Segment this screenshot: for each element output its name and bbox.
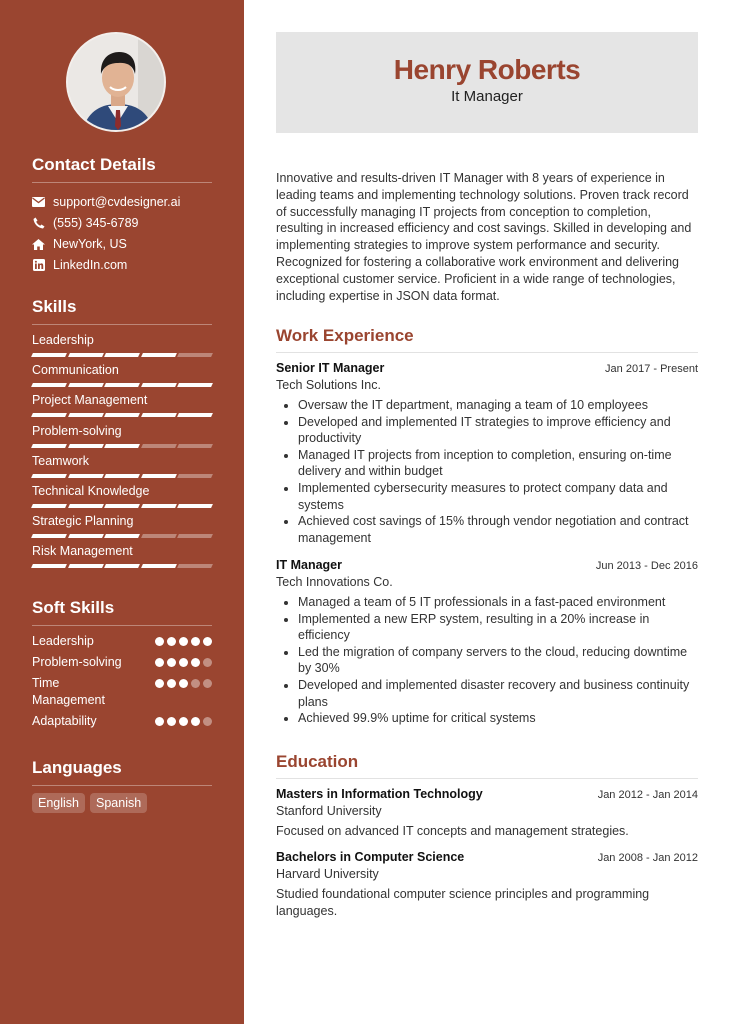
name-header	[276, 32, 698, 133]
skill-label: Leadership	[32, 333, 94, 347]
job-bullet: • Managed IT projects from inception to completion, ensuring on-time delivery and within budget	[298, 447, 698, 480]
skill-level-segment	[141, 353, 176, 357]
degree-title: Bachelors in Computer Science	[276, 850, 465, 864]
skill-level-segment	[31, 353, 66, 357]
job-entry	[276, 558, 698, 727]
skill-level-segment	[31, 534, 66, 538]
envelope-icon	[32, 196, 45, 209]
job-bullet: • Managed a team of 5 IT professionals in a fast-paced environment	[298, 594, 698, 611]
job-entry	[276, 361, 698, 546]
rating-dot	[167, 717, 176, 726]
soft-skill-label: Time Management	[32, 676, 105, 707]
skill-level-segment	[104, 534, 139, 538]
rating-dot	[191, 717, 200, 726]
skill-item	[32, 484, 212, 508]
skill-label: Project Management	[32, 393, 148, 408]
rating-dot	[191, 679, 200, 688]
candidate-title: It Manager	[451, 88, 523, 105]
rating-dot	[179, 637, 188, 646]
skill-level-segment	[104, 504, 139, 508]
job-bullet: • Implemented cybersecurity measures to protect company data and systems	[298, 480, 698, 513]
skill-level-segment	[177, 564, 212, 568]
soft-skills-heading: Soft Skills	[32, 598, 212, 626]
soft-skill-rating	[155, 717, 212, 730]
soft-skill-item	[32, 713, 212, 730]
rating-dot	[167, 658, 176, 667]
skill-item	[32, 333, 212, 357]
rating-dot	[203, 637, 212, 646]
rating-dot	[203, 717, 212, 726]
skill-level-segment	[141, 413, 176, 417]
languages-list	[32, 793, 147, 813]
job-bullet: • Achieved 99.9% uptime for critical systems	[298, 710, 698, 727]
rating-dot	[155, 658, 164, 667]
education-date: Jan 2008 - Jan 2012	[597, 852, 698, 864]
language-tag: English	[32, 793, 85, 813]
skill-level-segment	[141, 504, 176, 508]
skill-level-segment	[177, 474, 212, 478]
rating-dot	[191, 658, 200, 667]
skill-item	[32, 424, 212, 448]
skill-level-segment	[141, 474, 176, 478]
contact-location	[32, 236, 127, 252]
education-description: Studied foundational computer science principles and programming languages.	[276, 887, 650, 918]
skill-level-segment	[31, 564, 66, 568]
skill-level-segment	[177, 504, 212, 508]
skill-label: Risk Management	[32, 544, 133, 559]
skill-level-bar	[32, 474, 212, 478]
skill-level-bar	[32, 564, 212, 568]
skill-level-segment	[31, 413, 66, 417]
rating-dot	[155, 637, 164, 646]
rating-dot	[179, 717, 188, 726]
skill-level-bar	[32, 353, 212, 357]
skill-level-bar	[32, 383, 212, 387]
soft-skill-label: Adaptability	[32, 714, 97, 728]
soft-skill-rating	[155, 679, 212, 709]
contact-email[interactable]	[32, 194, 180, 210]
rating-dot	[203, 658, 212, 667]
contact-phone-text: (555) 345-6789	[53, 216, 139, 230]
skill-level-bar	[32, 444, 212, 448]
job-company: Tech Innovations Co.	[276, 575, 393, 589]
skill-item	[32, 544, 212, 568]
skills-heading: Skills	[32, 297, 212, 325]
contact-linkedin[interactable]	[32, 257, 127, 273]
sidebar	[0, 0, 244, 1024]
profile-photo	[68, 34, 166, 132]
skill-level-segment	[68, 504, 103, 508]
job-bullet: • Implemented a new ERP system, resulting in a 20% increase in efficiency	[298, 611, 698, 644]
job-bullet: • Developed and implemented disaster recovery and business continuity plans	[298, 677, 698, 710]
skill-level-segment	[68, 564, 103, 568]
job-title: IT Manager	[276, 558, 342, 572]
soft-skill-label: Problem-solving	[32, 655, 122, 669]
rating-dot	[179, 658, 188, 667]
skill-item	[32, 363, 212, 387]
language-tag: Spanish	[90, 793, 147, 813]
education-entry	[276, 787, 698, 840]
rating-dot	[191, 637, 200, 646]
skill-level-bar	[32, 504, 212, 508]
skill-level-segment	[68, 534, 103, 538]
skill-label: Teamwork	[32, 453, 89, 468]
rating-dot	[155, 679, 164, 688]
work-experience-heading: Work Experience	[276, 326, 698, 353]
skill-level-segment	[104, 383, 139, 387]
home-icon	[32, 238, 45, 251]
skill-level-segment	[177, 444, 212, 448]
contact-email-text: support@cvdesigner.ai	[53, 195, 181, 209]
skill-level-segment	[141, 534, 176, 538]
skill-level-bar	[32, 413, 212, 417]
skill-level-segment	[31, 383, 66, 387]
skill-level-bar	[32, 534, 212, 538]
education-date: Jan 2012 - Jan 2014	[597, 789, 698, 801]
soft-skill-item	[32, 654, 212, 671]
education-heading: Education	[276, 752, 698, 779]
skill-level-segment	[31, 444, 66, 448]
rating-dot	[203, 679, 212, 688]
school-name: Harvard University	[276, 867, 379, 881]
skill-level-segment	[68, 444, 103, 448]
job-bullet: • Led the migration of company servers to the cloud, reducing downtime by 30%	[298, 644, 698, 677]
job-bullets	[276, 397, 698, 546]
linkedin-icon	[32, 259, 45, 272]
job-date: Jan 2017 - Present	[605, 363, 698, 375]
skill-level-segment	[104, 564, 139, 568]
contact-linkedin-text: LinkedIn.com	[53, 258, 128, 272]
skill-level-segment	[104, 413, 139, 417]
candidate-name: Henry Roberts	[393, 54, 581, 85]
soft-skill-item	[32, 633, 212, 650]
contact-phone[interactable]	[32, 215, 138, 231]
skill-level-segment	[177, 383, 212, 387]
job-title: Senior IT Manager	[276, 361, 385, 375]
languages-heading: Languages	[32, 758, 212, 786]
profile-summary: Innovative and results-driven IT Manager with 8 years of experience in leading teams and implementing technology solutions. Proven track record of successfully managing IT projects from conception to completion, resulting in increased efficiency and cost savings. Skilled in developing and implementing strategies to improve system performance and security. Recognized for fostering a collaborative work environment and delivering exceptional customer service. Proficient in a wide range of technologies, including expertise in JSON data format.	[276, 171, 692, 303]
skill-level-segment	[104, 444, 139, 448]
skill-item	[32, 454, 212, 478]
skill-level-segment	[177, 413, 212, 417]
job-date: Jun 2013 - Dec 2016	[595, 560, 698, 572]
skill-level-segment	[141, 564, 176, 568]
skill-level-segment	[68, 474, 103, 478]
rating-dot	[167, 637, 176, 646]
job-bullet: • Achieved cost savings of 15% through vendor negotiation and contract management	[298, 513, 698, 546]
job-company: Tech Solutions Inc.	[276, 378, 381, 392]
skill-level-segment	[68, 383, 103, 387]
skill-level-segment	[104, 353, 139, 357]
skill-level-segment	[177, 353, 212, 357]
skill-level-segment	[31, 474, 66, 478]
skill-label: Communication	[32, 363, 119, 378]
skill-label: Strategic Planning	[32, 514, 134, 529]
skill-level-segment	[68, 353, 103, 357]
degree-title: Masters in Information Technology	[276, 787, 483, 801]
rating-dot	[155, 717, 164, 726]
rating-dot	[167, 679, 176, 688]
soft-skill-rating	[155, 637, 212, 650]
avatar	[66, 32, 166, 132]
job-bullet: • Developed and implemented IT strategies to improve efficiency and productivity	[298, 414, 698, 447]
phone-icon	[32, 217, 45, 230]
skill-level-segment	[68, 413, 103, 417]
soft-skill-item	[32, 675, 212, 709]
skill-level-segment	[141, 444, 176, 448]
skill-level-segment	[141, 383, 176, 387]
rating-dot	[179, 679, 188, 688]
skill-item	[32, 393, 212, 417]
contact-location-text: NewYork, US	[53, 237, 127, 251]
skill-label: Problem-solving	[32, 423, 122, 438]
school-name: Stanford University	[276, 804, 382, 818]
skill-level-segment	[31, 504, 66, 508]
job-bullets	[276, 594, 698, 727]
contact-heading: Contact Details	[32, 155, 212, 183]
education-description: Focused on advanced IT concepts and management strategies.	[276, 824, 629, 838]
soft-skill-rating	[155, 658, 212, 671]
job-bullet: • Oversaw the IT department, managing a team of 10 employees	[298, 397, 698, 414]
skill-item	[32, 514, 212, 538]
education-entry	[276, 850, 698, 920]
skill-level-segment	[104, 474, 139, 478]
skill-level-segment	[177, 534, 212, 538]
skill-label: Technical Knowledge	[32, 484, 150, 498]
soft-skill-label: Leadership	[32, 634, 94, 648]
